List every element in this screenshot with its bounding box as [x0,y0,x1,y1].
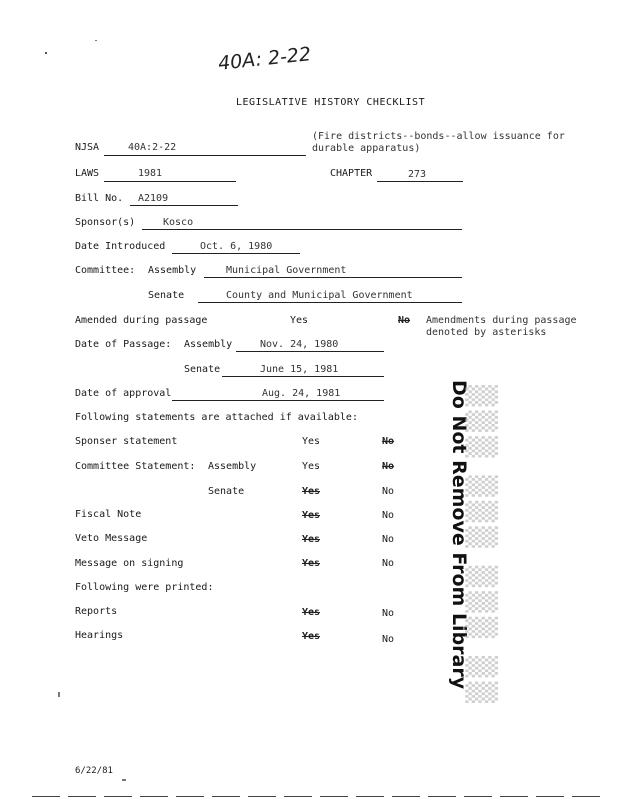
scan-speck [95,40,97,41]
amended-yes: Yes [290,315,309,326]
amended-note: Amendments during passage denoted by asterisks [426,315,577,338]
row-fiscal-note-no: No [382,510,395,521]
approval-underline [172,400,384,401]
faint-library-stamp: ▒▒▒ ▒▒▒ ▒▒▒ ▒▒ [465,385,498,708]
row-committee-statement-assembly-no-struck: No [382,461,395,472]
row-veto-message-no: No [382,534,395,545]
laws-value: 1981 [138,168,163,179]
chapter-underline [377,181,463,182]
row-sponsor-statement-label: Sponser statement [75,436,178,447]
scan-speck [45,52,47,54]
row-message-signing-no: No [382,558,395,569]
bottom-dash [176,796,204,797]
row-sponsor-statement-no-struck: No [382,436,395,447]
njsa-underline [104,155,306,156]
scan-speck [58,692,60,697]
passage-label: Date of Passage: [75,339,172,350]
committee-senate-underline [198,302,462,303]
passage-senate-underline [222,376,384,377]
laws-label: LAWS [75,168,100,179]
passage-senate-label: Senate [184,364,221,375]
bottom-dash [212,796,240,797]
bottom-dash [500,796,528,797]
date-introduced-underline [172,253,300,254]
passage-assembly-value: Nov. 24, 1980 [260,339,339,350]
row-reports-label: Reports [75,606,118,617]
bill-value: A2109 [138,193,169,204]
row-committee-statement-assembly: Assembly [208,461,257,472]
row-hearings-label: Hearings [75,630,124,641]
row-committee-statement-senate-no: No [382,486,395,497]
laws-underline [104,181,236,182]
committee-label: Committee: [75,265,136,276]
bottom-dash [104,796,132,797]
library-stamp: Do Not Remove From Library [448,380,470,690]
njsa-label: NJSA [75,142,100,153]
row-message-signing-yes-struck: Yes [302,558,321,569]
njsa-description: (Fire districts--bonds--allow issuance for durable apparatus) [312,131,565,154]
bill-label: Bill No. [75,193,124,204]
bottom-dash [464,796,492,797]
approval-label: Date of approval [75,388,172,399]
row-fiscal-note-label: Fiscal Note [75,509,142,520]
bottom-dash [68,796,96,797]
date-introduced-value: Oct. 6, 1980 [200,241,273,252]
chapter-value: 273 [408,169,427,180]
row-reports-no: No [382,608,395,619]
scan-speck [122,779,126,781]
row-message-signing-label: Message on signing [75,558,184,569]
row-committee-statement-senate: Senate [208,486,245,497]
sponsor-value: Kosco [163,217,194,228]
committee-senate-value: County and Municipal Government [226,290,413,301]
bottom-dash [284,796,312,797]
statements-heading: Following statements are attached if available: [75,412,358,423]
amended-label: Amended during passage [75,315,208,326]
page-title: LEGISLATIVE HISTORY CHECKLIST [236,97,426,108]
row-fiscal-note-yes-struck: Yes [302,510,321,521]
passage-senate-value: June 15, 1981 [260,364,339,375]
bottom-dash [428,796,456,797]
date-introduced-label: Date Introduced [75,241,166,252]
sponsor-label: Sponsor(s) [75,217,136,228]
row-reports-yes-struck: Yes [302,607,321,618]
sponsor-underline [142,229,462,230]
bottom-dash [572,796,600,797]
bottom-dash [392,796,420,797]
approval-value: Aug. 24, 1981 [262,388,341,399]
row-committee-statement-assembly-yes: Yes [302,461,321,472]
bottom-dash [140,796,168,797]
committee-assembly-label: Assembly [148,265,197,276]
row-hearings-yes-struck: Yes [302,631,321,642]
row-hearings-no: No [382,634,395,645]
njsa-value: 40A:2-22 [128,142,177,153]
bottom-dash [320,796,348,797]
bottom-dash [32,796,60,797]
committee-assembly-underline [204,277,462,278]
chapter-label: CHAPTER [330,168,373,179]
committee-assembly-value: Municipal Government [226,265,347,276]
row-veto-message-yes-struck: Yes [302,534,321,545]
bottom-dash [248,796,276,797]
row-sponsor-statement-yes: Yes [302,436,321,447]
bottom-dash [536,796,564,797]
footer-code: 6/22/81 [75,766,113,776]
bill-underline [130,205,238,206]
bottom-dash [356,796,384,797]
committee-senate-label: Senate [148,290,185,301]
handwritten-statute-number: 40A: 2-22 [217,43,312,75]
row-veto-message-label: Veto Message [75,533,148,544]
row-committee-statement-label: Committee Statement: [75,461,196,472]
row-committee-statement-senate-yes-struck: Yes [302,486,321,497]
printed-heading: Following were printed: [75,582,214,593]
passage-assembly-label: Assembly [184,339,233,350]
passage-assembly-underline [236,351,384,352]
amended-no-struck: No [398,315,411,326]
